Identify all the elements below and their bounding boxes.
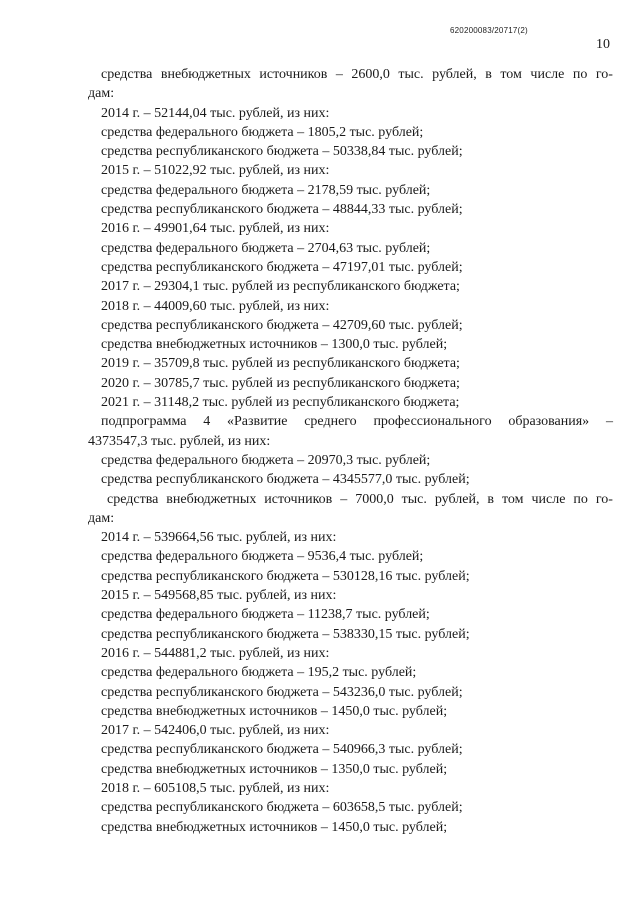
text-line: 2017 г. – 29304,1 тыс. рублей из республиканского бюджета; bbox=[101, 279, 460, 295]
word: числе bbox=[531, 491, 566, 507]
text-line: дам: bbox=[88, 86, 115, 102]
text-line: 2016 г. – 544881,2 тыс. рублей, из них: bbox=[101, 645, 330, 661]
text-line: средства внебюджетных источников – 1350,0 тыс. рублей; bbox=[101, 761, 448, 777]
text-line: 2014 г. – 52144,04 тыс. рублей, из них: bbox=[101, 105, 330, 121]
word: числе bbox=[530, 67, 565, 82]
word: тыс. bbox=[401, 491, 427, 507]
paragraph-subprogram-line bbox=[0, 412, 613, 431]
text-line: 2021 г. – 31148,2 тыс. рублей из республиканского бюджета; bbox=[101, 395, 460, 411]
text-line: средства республиканского бюджета – 48844,33 тыс. рублей; bbox=[101, 202, 463, 218]
text-line: 2014 г. – 539664,56 тыс. рублей, из них: bbox=[101, 530, 337, 546]
word: том bbox=[500, 67, 522, 82]
paragraph-extrabudget-line bbox=[0, 65, 613, 84]
text-line: средства федерального бюджета – 195,2 тыс. рублей; bbox=[101, 665, 417, 681]
text-line: 2017 г. – 542406,0 тыс. рублей, из них: bbox=[101, 723, 330, 739]
text-line: средства республиканского бюджета – 603658,5 тыс. рублей; bbox=[101, 800, 463, 816]
word: «Развитие bbox=[227, 414, 288, 430]
word: источников bbox=[259, 67, 328, 82]
text-line: 2018 г. – 44009,60 тыс. рублей, из них: bbox=[101, 298, 330, 314]
word: – bbox=[340, 491, 348, 507]
text-line: 2018 г. – 605108,5 тыс. рублей, из них: bbox=[101, 780, 330, 796]
word: рублей, bbox=[432, 67, 477, 82]
text-line: средства внебюджетных источников – 1300,0 тыс. рублей; bbox=[101, 337, 448, 353]
word: – bbox=[335, 67, 343, 82]
word: в bbox=[487, 491, 495, 507]
word: – bbox=[605, 414, 613, 430]
word: том bbox=[502, 491, 524, 507]
text-line: средства республиканского бюджета – 543236,0 тыс. рублей; bbox=[101, 684, 463, 700]
document-body bbox=[0, 65, 640, 837]
text-line: средства внебюджетных источников – 1450,0 тыс. рублей; bbox=[101, 819, 448, 835]
word: по bbox=[573, 491, 588, 507]
word: го- bbox=[595, 67, 613, 82]
text-line: средства внебюджетных источников – 1450,0 тыс. рублей; bbox=[101, 703, 448, 719]
text-line: средства федерального бюджета – 2704,63 тыс. рублей; bbox=[101, 240, 431, 256]
word: внебюджетных bbox=[160, 67, 251, 82]
word: профессионального bbox=[373, 414, 492, 430]
text-line: 2015 г. – 549568,85 тыс. рублей, из них: bbox=[101, 588, 337, 604]
text-line: средства республиканского бюджета – 4345577,0 тыс. рублей; bbox=[101, 472, 470, 488]
word: подпрограмма bbox=[101, 414, 187, 430]
text-line: средства федерального бюджета – 1805,2 тыс. рублей; bbox=[101, 124, 424, 140]
text-line: 2015 г. – 51022,92 тыс. рублей, из них: bbox=[101, 163, 330, 179]
text-line: средства республиканского бюджета – 47197,01 тыс. рублей; bbox=[101, 259, 463, 275]
word: 7000,0 bbox=[355, 491, 394, 507]
word: 4 bbox=[203, 414, 211, 430]
text-line: средства республиканского бюджета – 42709,60 тыс. рублей; bbox=[101, 317, 463, 333]
word: средства bbox=[107, 491, 159, 507]
text-line: средства республиканского бюджета – 540966,3 тыс. рублей; bbox=[101, 742, 463, 758]
paragraph-extrabudget-line bbox=[0, 490, 613, 509]
text-line: 4373547,3 тыс. рублей, из них: bbox=[88, 433, 271, 449]
word: образования» bbox=[508, 414, 590, 430]
text-line: 2019 г. – 35709,8 тыс. рублей из республиканского бюджета; bbox=[101, 356, 460, 372]
text-line: средства республиканского бюджета – 530128,16 тыс. рублей; bbox=[101, 568, 470, 584]
word: рублей, bbox=[434, 491, 480, 507]
text-line: средства республиканского бюджета – 538330,15 тыс. рублей; bbox=[101, 626, 470, 642]
text-line: средства федерального бюджета – 11238,7 тыс. рублей; bbox=[101, 607, 430, 623]
word: внебюджетных bbox=[166, 491, 257, 507]
text-line: средства федерального бюджета – 9536,4 тыс. рублей; bbox=[101, 549, 424, 565]
text-line: средства федерального бюджета – 20970,3 тыс. рублей; bbox=[101, 452, 431, 468]
word: источников bbox=[264, 491, 333, 507]
text-line: средства федерального бюджета – 2178,59 тыс. рублей; bbox=[101, 182, 431, 198]
word: среднего bbox=[304, 414, 357, 430]
word: средства bbox=[101, 67, 153, 82]
page-number: 10 bbox=[596, 37, 610, 52]
text-line: 2016 г. – 49901,64 тыс. рублей, из них: bbox=[101, 221, 330, 237]
text-line: средства республиканского бюджета – 50338,84 тыс. рублей; bbox=[101, 144, 463, 160]
text-line: 2020 г. – 30785,7 тыс. рублей из республиканского бюджета; bbox=[101, 375, 460, 391]
word: тыс. bbox=[398, 67, 424, 82]
word: го- bbox=[595, 491, 613, 507]
word: по bbox=[572, 67, 588, 82]
word: 2600,0 bbox=[351, 67, 390, 82]
word: в bbox=[485, 67, 492, 82]
document-id: 620200083/20717(2) bbox=[450, 26, 528, 35]
text-line: дам: bbox=[88, 510, 115, 526]
